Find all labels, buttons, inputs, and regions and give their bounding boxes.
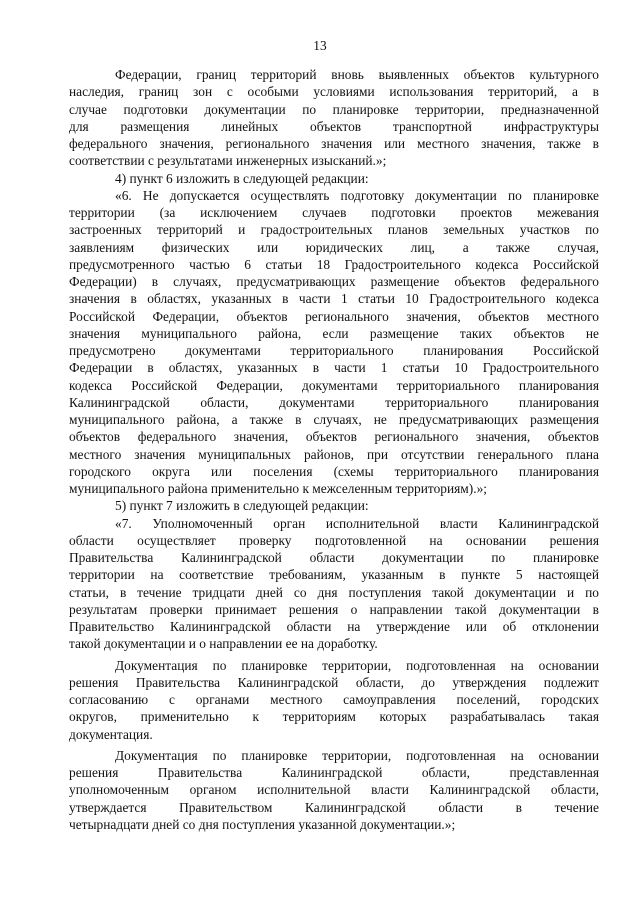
paragraph <box>69 170 599 187</box>
text-line: решения Правительства Калининградской области, до утверждения подлежит <box>69 674 599 690</box>
text-line: местного значения муниципальных районов, при отсутствии генерального плана <box>69 446 599 462</box>
page-number: 13 <box>313 38 327 53</box>
text-line: «6. Не допускается осуществлять подготовку документации по планировке <box>115 187 599 203</box>
text-line: застроенных территорий и градостроительных планов земельных участков по <box>69 222 599 238</box>
text-line: случае подготовки документации по планировке территории, предназначенной <box>69 101 599 117</box>
text-line: согласованию с органами местного самоуправления поселений, городских <box>69 692 599 707</box>
text-line: предусмотренного частью 6 статьи 18 Градостроительного кодекса Российской <box>69 256 599 272</box>
text-line: Федерации, границ территорий вновь выявленных объектов культурного <box>115 67 599 82</box>
text-line: значения муниципального района, если размещение таких объектов не <box>69 325 599 341</box>
text-line: статьи, в течение тридцати дней со дня поступления такой документации и по <box>69 584 599 600</box>
text-line: заявлениям физических или юридических лиц, а также случая, <box>69 239 599 255</box>
text-line: четырнадцати дней со дня поступления указанной документации.»; <box>69 816 456 832</box>
text-line: «7. Уполномоченный орган исполнительной власти Калининградской <box>115 515 599 531</box>
text-line: для размещения линейных объектов транспортной инфраструктуры <box>69 118 599 134</box>
text-line: соответствии с результатами инженерных изысканий.»; <box>69 153 387 169</box>
text-line: Документация по планировке территории, подготовленная на основании <box>115 657 599 673</box>
text-line: округов, применительно к территориям которых разрабатывалась такая <box>69 709 599 725</box>
text-line: 4) пункт 6 изложить в следующей редакции: <box>115 170 369 186</box>
text-line: Правительства Калининградской области документации по планировке <box>69 550 599 565</box>
text-line: области осуществляет проверку подготовленной на основании решения <box>69 532 599 548</box>
text-line: городского округа или поселения (схемы территориального планирования <box>69 463 599 479</box>
text-line: Российской Федерации, объектов регионального значения, объектов местного <box>69 308 599 324</box>
text-line: муниципального района, а также в случаях, не предусматривающих размещения <box>69 412 599 427</box>
paragraph <box>69 187 599 498</box>
text-line: значения в областях, указанных в части 1 статьи 10 Градостроительного кодекса <box>69 291 599 307</box>
text-line: уполномоченным органом исполнительной власти Калининградской области, <box>69 782 599 798</box>
text-line: решения Правительства Калининградской области, представленная <box>69 765 599 780</box>
text-line: муниципального района применительно к межселенным территориям).»; <box>69 481 487 496</box>
text-line: Федерации) в случаях, предусматривающих размещение объектов федерального <box>69 274 599 289</box>
text-line: Федерации в областях, указанных в части 1 статьи 10 Градостроительного <box>69 360 599 376</box>
text-line: Калининградской области, документами территориального планирования <box>69 394 599 410</box>
text-line: предусмотрено документами территориального планирования Российской <box>69 343 599 358</box>
text-line: наследия, границ зон с особыми условиями использования территорий, а в <box>69 84 599 100</box>
text-line: Документация по планировке территории, подготовленная на основании <box>115 747 599 763</box>
text-line: кодекса Российской Федерации, документами территориального планирования <box>69 377 599 393</box>
document-body <box>69 66 599 833</box>
text-line: утверждается Правительством Калининградской области в течение <box>69 799 599 815</box>
paragraph <box>69 497 599 514</box>
text-line: федерального значения, регионального значения или местного значения, также в <box>69 136 599 151</box>
text-line: результатам проверки принимает решения о направлении такой документации в <box>69 601 599 617</box>
text-line: территории на соответствие требованиям, указанным в пункте 5 настоящей <box>69 567 599 583</box>
paragraph <box>69 657 599 743</box>
text-line: такой документации и о направлении ее на доработку. <box>69 636 378 652</box>
paragraph <box>69 66 599 170</box>
text-line: документация. <box>69 726 153 742</box>
text-line: 5) пункт 7 изложить в следующей редакции: <box>115 498 369 514</box>
text-line: Правительство Калининградской области на утверждение или об отклонении <box>69 619 599 634</box>
text-line: объектов федерального значения, объектов регионального значения, объектов <box>69 429 599 445</box>
text-line: территории (за исключением случаев подготовки проектов межевания <box>69 205 599 220</box>
paragraph <box>69 515 599 653</box>
paragraph <box>69 747 599 833</box>
